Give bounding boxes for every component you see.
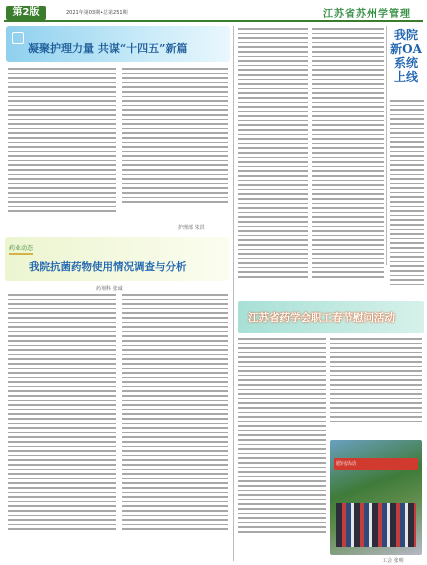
column-divider: [233, 26, 234, 561]
article2-text-col2: [122, 294, 228, 530]
issue-line: 2021年第03期•总第251期: [66, 10, 128, 16]
article1-text-col1: [8, 68, 116, 212]
group-photo: [330, 440, 422, 555]
continued-text-col1: [238, 28, 308, 278]
article1-banner: [6, 26, 230, 62]
article4-banner: [238, 301, 424, 333]
article1-title: 凝聚护理力量 共谋“十四五”新篇: [28, 42, 188, 55]
decor-square-icon: [12, 32, 24, 44]
article2-author: 药剂科 张诚: [96, 286, 123, 292]
header-rule: [4, 20, 423, 22]
article2-text-col1: [8, 294, 116, 530]
article2-banner: [5, 237, 229, 281]
continued-text-col2: [312, 28, 384, 278]
article2-kicker: 药业动态: [9, 243, 33, 255]
article2-title: 我院抗菌药物使用情况调查与分析: [29, 261, 187, 273]
article1-text-col2: [122, 68, 228, 203]
photo-banner-text: 慰问活动: [336, 461, 357, 467]
article4-author: 工会 张明: [382, 558, 404, 564]
edition-tab: 第2版: [6, 6, 46, 20]
column-divider: [386, 26, 387, 265]
masthead: 江苏省苏州学管理: [323, 9, 411, 20]
article4-text-col1: [238, 338, 326, 533]
article4-text-col2: [330, 338, 422, 422]
article3-title: 我院新OA系统上线: [390, 28, 422, 84]
page-header: [2, 2, 425, 20]
photo-people: [336, 503, 416, 547]
article3-text: [390, 100, 424, 285]
article1-author: 护理部 朱洪: [178, 225, 205, 231]
article4-title: 江苏省药学会职工春节慰问活动: [248, 312, 395, 324]
